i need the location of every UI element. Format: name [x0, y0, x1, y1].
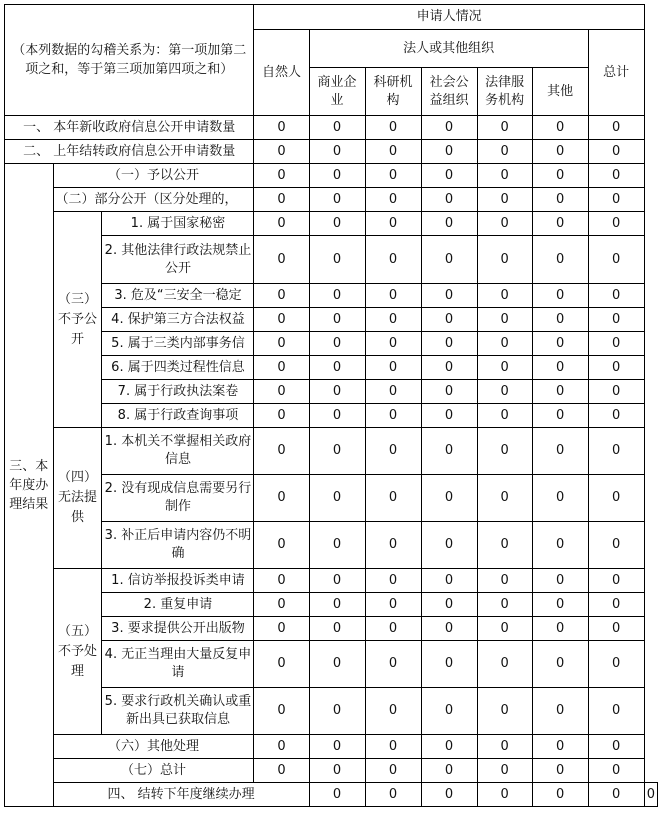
value-cell: 0 [254, 641, 309, 688]
value-cell: 0 [588, 735, 644, 759]
sub-item-label: 5. 属于三类内部事务信 [102, 332, 254, 356]
value-cell: 0 [254, 188, 309, 212]
value-cell: 0 [365, 188, 421, 212]
value-cell: 0 [309, 332, 365, 356]
value-cell: 0 [365, 284, 421, 308]
value-cell: 0 [254, 735, 309, 759]
value-cell: 0 [309, 284, 365, 308]
sub-item-label: 2. 重复申请 [102, 593, 254, 617]
value-cell: 0 [365, 735, 421, 759]
value-cell: 0 [254, 164, 309, 188]
org-type-header: 法律服务机构 [477, 68, 532, 116]
value-cell: 0 [421, 404, 477, 428]
value-cell: 0 [532, 428, 588, 475]
value-cell: 0 [309, 617, 365, 641]
row-label-other: （六）其他处理 [53, 735, 254, 759]
value-cell: 0 [365, 569, 421, 593]
value-cell: 0 [365, 308, 421, 332]
value-cell: 0 [254, 593, 309, 617]
value-cell: 0 [532, 140, 588, 164]
value-cell: 0 [309, 380, 365, 404]
sub-item-label: 1. 信访举报投诉类申请 [102, 569, 254, 593]
value-cell: 0 [477, 569, 532, 593]
row-label-partial: （二）部分公开（区分处理的， [53, 188, 254, 212]
value-cell: 0 [421, 735, 477, 759]
value-cell: 0 [254, 404, 309, 428]
value-cell: 0 [477, 356, 532, 380]
value-cell: 0 [421, 475, 477, 522]
value-cell: 0 [254, 116, 309, 140]
value-cell: 0 [532, 641, 588, 688]
value-cell: 0 [254, 380, 309, 404]
sub-item-label: 3. 补正后申请内容仍不明确 [102, 522, 254, 569]
value-cell: 0 [254, 475, 309, 522]
legal-org-header: 法人或其他组织 [309, 30, 588, 68]
value-cell: 0 [254, 759, 309, 783]
value-cell: 0 [254, 688, 309, 735]
value-cell: 0 [309, 569, 365, 593]
section-3-label: 三、本年度办理结果 [5, 164, 54, 807]
row-label-new: 一、 本年新收政府信息公开申请数量 [5, 116, 254, 140]
value-cell: 0 [532, 164, 588, 188]
value-cell: 0 [532, 783, 588, 807]
value-cell: 0 [588, 164, 644, 188]
value-cell: 0 [477, 212, 532, 236]
value-cell: 0 [365, 641, 421, 688]
value-cell: 0 [421, 188, 477, 212]
value-cell: 0 [477, 140, 532, 164]
sub-item-label: 3. 要求提供公开出版物 [102, 617, 254, 641]
value-cell: 0 [477, 641, 532, 688]
value-cell: 0 [254, 356, 309, 380]
row-label-disclosed: （一）予以公开 [53, 164, 254, 188]
value-cell: 0 [532, 569, 588, 593]
value-cell: 0 [309, 404, 365, 428]
value-cell: 0 [532, 475, 588, 522]
value-cell: 0 [532, 116, 588, 140]
gov-info-disclosure-table [4, 4, 658, 807]
sub-item-label: 1. 本机关不掌握相关政府信息 [102, 428, 254, 475]
report-table-wrapper [4, 4, 658, 807]
value-cell: 0 [532, 332, 588, 356]
value-cell: 0 [421, 236, 477, 284]
total-header: 总计 [588, 30, 644, 116]
value-cell: 0 [365, 783, 421, 807]
sub-item-label: 2. 其他法律行政法规禁止公开 [102, 236, 254, 284]
value-cell: 0 [588, 140, 644, 164]
value-cell: 0 [532, 759, 588, 783]
value-cell: 0 [309, 475, 365, 522]
value-cell: 0 [254, 308, 309, 332]
value-cell: 0 [588, 617, 644, 641]
value-cell: 0 [365, 475, 421, 522]
value-cell: 0 [365, 428, 421, 475]
value-cell: 0 [477, 284, 532, 308]
value-cell: 0 [421, 617, 477, 641]
value-cell: 0 [254, 332, 309, 356]
sub-item-label: 3. 危及“三安全一稳定 [102, 284, 254, 308]
value-cell: 0 [588, 332, 644, 356]
value-cell: 0 [532, 522, 588, 569]
row-label-subtotal: （七）总计 [53, 759, 254, 783]
value-cell: 0 [532, 617, 588, 641]
value-cell: 0 [532, 593, 588, 617]
value-cell: 0 [421, 212, 477, 236]
value-cell: 0 [309, 308, 365, 332]
value-cell: 0 [421, 332, 477, 356]
row-label-carried: 二、 上年结转政府信息公开申请数量 [5, 140, 254, 164]
value-cell: 0 [588, 236, 644, 284]
value-cell: 0 [309, 212, 365, 236]
value-cell: 0 [365, 759, 421, 783]
value-cell: 0 [421, 759, 477, 783]
value-cell: 0 [477, 688, 532, 735]
value-cell: 0 [532, 380, 588, 404]
value-cell: 0 [532, 236, 588, 284]
value-cell: 0 [588, 380, 644, 404]
value-cell: 0 [477, 404, 532, 428]
sub-item-label: 4. 无正当理由大量反复申请 [102, 641, 254, 688]
value-cell: 0 [644, 783, 657, 807]
value-cell: 0 [309, 735, 365, 759]
value-cell: 0 [309, 759, 365, 783]
note-cell: （本列数据的勾稽关系为：第一项加第二项之和，等于第三项加第四项之和） [5, 5, 254, 116]
value-cell: 0 [421, 783, 477, 807]
value-cell: 0 [254, 428, 309, 475]
value-cell: 0 [309, 641, 365, 688]
value-cell: 0 [365, 522, 421, 569]
value-cell: 0 [421, 140, 477, 164]
value-cell: 0 [421, 593, 477, 617]
value-cell: 0 [309, 356, 365, 380]
value-cell: 0 [421, 569, 477, 593]
value-cell: 0 [588, 688, 644, 735]
value-cell: 0 [254, 140, 309, 164]
value-cell: 0 [477, 735, 532, 759]
value-cell: 0 [421, 522, 477, 569]
value-cell: 0 [588, 404, 644, 428]
value-cell: 0 [532, 688, 588, 735]
value-cell: 0 [421, 641, 477, 688]
value-cell: 0 [421, 164, 477, 188]
value-cell: 0 [309, 236, 365, 284]
value-cell: 0 [532, 284, 588, 308]
value-cell: 0 [421, 308, 477, 332]
value-cell: 0 [588, 593, 644, 617]
value-cell: 0 [309, 783, 365, 807]
value-cell: 0 [588, 759, 644, 783]
value-cell: 0 [477, 617, 532, 641]
value-cell: 0 [365, 380, 421, 404]
value-cell: 0 [588, 522, 644, 569]
value-cell: 0 [532, 188, 588, 212]
value-cell: 0 [477, 759, 532, 783]
value-cell: 0 [365, 404, 421, 428]
value-cell: 0 [309, 116, 365, 140]
value-cell: 0 [477, 164, 532, 188]
value-cell: 0 [477, 593, 532, 617]
value-cell: 0 [532, 404, 588, 428]
value-cell: 0 [532, 308, 588, 332]
value-cell: 0 [588, 428, 644, 475]
group-4-label: （四）无法提供 [53, 428, 102, 569]
org-type-header: 商业企业 [309, 68, 365, 116]
value-cell: 0 [365, 593, 421, 617]
value-cell: 0 [532, 735, 588, 759]
value-cell: 0 [365, 140, 421, 164]
value-cell: 0 [254, 617, 309, 641]
value-cell: 0 [477, 522, 532, 569]
value-cell: 0 [309, 593, 365, 617]
value-cell: 0 [421, 428, 477, 475]
value-cell: 0 [588, 641, 644, 688]
value-cell: 0 [365, 164, 421, 188]
value-cell: 0 [365, 332, 421, 356]
value-cell: 0 [309, 428, 365, 475]
value-cell: 0 [254, 236, 309, 284]
value-cell: 0 [365, 356, 421, 380]
value-cell: 0 [365, 236, 421, 284]
value-cell: 0 [588, 783, 644, 807]
org-type-header: 社会公益组织 [421, 68, 477, 116]
value-cell: 0 [477, 783, 532, 807]
sub-item-label: 4. 保护第三方合法权益 [102, 308, 254, 332]
value-cell: 0 [421, 284, 477, 308]
value-cell: 0 [477, 188, 532, 212]
value-cell: 0 [421, 356, 477, 380]
value-cell: 0 [309, 688, 365, 735]
value-cell: 0 [365, 212, 421, 236]
org-type-header: 科研机构 [365, 68, 421, 116]
sub-item-label: 7. 属于行政执法案卷 [102, 380, 254, 404]
value-cell: 0 [477, 332, 532, 356]
value-cell: 0 [254, 284, 309, 308]
applicant-info-header: 申请人情况 [254, 5, 644, 30]
value-cell: 0 [532, 212, 588, 236]
value-cell: 0 [254, 522, 309, 569]
sub-item-label: 8. 属于行政查询事项 [102, 404, 254, 428]
row-label-carry-next: 四、 结转下年度继续办理 [53, 783, 309, 807]
value-cell: 0 [532, 356, 588, 380]
value-cell: 0 [365, 617, 421, 641]
value-cell: 0 [588, 308, 644, 332]
sub-item-label: 2. 没有现成信息需要另行制作 [102, 475, 254, 522]
natural-person-header: 自然人 [254, 30, 309, 116]
sub-item-label: 1. 属于国家秘密 [102, 212, 254, 236]
value-cell: 0 [365, 116, 421, 140]
value-cell: 0 [588, 116, 644, 140]
value-cell: 0 [477, 116, 532, 140]
value-cell: 0 [254, 212, 309, 236]
value-cell: 0 [477, 475, 532, 522]
value-cell: 0 [309, 188, 365, 212]
value-cell: 0 [365, 688, 421, 735]
value-cell: 0 [588, 188, 644, 212]
value-cell: 0 [588, 475, 644, 522]
value-cell: 0 [588, 284, 644, 308]
group-3-label: （三）不予公开 [53, 212, 102, 428]
value-cell: 0 [421, 688, 477, 735]
value-cell: 0 [421, 380, 477, 404]
value-cell: 0 [477, 428, 532, 475]
value-cell: 0 [309, 140, 365, 164]
value-cell: 0 [309, 164, 365, 188]
value-cell: 0 [588, 212, 644, 236]
value-cell: 0 [477, 380, 532, 404]
value-cell: 0 [477, 308, 532, 332]
value-cell: 0 [309, 522, 365, 569]
value-cell: 0 [421, 116, 477, 140]
value-cell: 0 [477, 236, 532, 284]
org-type-header: 其他 [532, 68, 588, 116]
group-5-label: （五）不予处理 [53, 569, 102, 735]
sub-item-label: 6. 属于四类过程性信息 [102, 356, 254, 380]
value-cell: 0 [588, 569, 644, 593]
value-cell: 0 [254, 569, 309, 593]
sub-item-label: 5. 要求行政机关确认或重新出具已获取信息 [102, 688, 254, 735]
value-cell: 0 [588, 356, 644, 380]
